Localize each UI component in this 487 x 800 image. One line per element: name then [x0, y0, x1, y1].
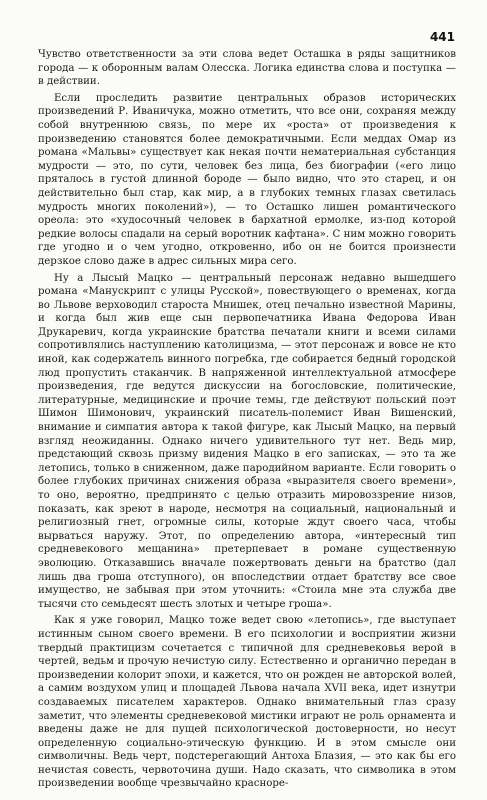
page-number: 441: [429, 30, 455, 44]
paragraph: Как я уже говорил, Мацко тоже ведет свою «летопись», где выступает истинным сыном своего времени. В его психологии и восприятии жизни твердый практицизм сочетается с типичной для средневековья верой в чертей, ведьм и прочую нечистую силу. Естественно и органично передан в произведении колорит эпохи, и кажется, что он рожден не авторской волей, а самим воздухом улиц и площадей Львова начала XVII века, идет изнутри создаваемых писателем характеров. Однако внимательный глаз сразу заметит, что элементы средневековой мистики играют не роль орнамента и введены даже не для пущей психологической достоверности, но несут определенную социально-этическую функцию. И в этом смысле они символичны. Ведь черт, подстерегающий Антоха Блазия, — это как бы его нечистая совесть, червоточина души. Надо сказать, что символика в этом произведении вообще чрезвычайно красноре-: [38, 615, 456, 790]
paragraph: Если проследить развитие центральных образов исторических произведений Р. Иваничука, можно отметить, что все они, сохраняя между собой внутреннюю связь, по мере их «роста» от произведения к произведению становятся более демократичными. Если меддах Омар из романа «Мальвы» существует как некая почти нематериальная субстанция мудрости — это, по сути, человек без лица, без биографии («его лицо пряталось в густой длинной бороде — было видно, что это старец, и он действительно был стар, как мир, а в глубоких темных глазах светилась мудрость многих поколений»), — то Осташко лишен романтического ореола: это «худосочный человек в бархатной ермолке, из-под которой редкие волосы спадали на серый воротник кафтана». С ним можно говорить где угодно и о чем угодно, откровенно, ибо он не боится произнести дерзкое слово даже в адрес сильных мира сего.: [38, 92, 456, 267]
paragraph: Ну а Лысый Мацко — центральный персонаж недавно вышедшего романа «Манускрипт с улицы Русской», повествующего о временах, когда во Львове верховодил староста Мнишек, отец печально известной Марины, и когда был жив еще сын первопечатника Ивана Федорова Иван Друкаревич, когда украинские братства печатали книги и всеми силами сопротивлялись наступлению католицизма, — этот персонаж и вовсе не кто иной, как содержатель винного погребка, где собирается бедный городской люд пропустить стаканчик. В напряженной интеллектуальной атмосфере произведения, где ведутся дискуссии на богословские, политические, литературные, медицинские и прочие темы, где действуют польский поэт Шимон Шимонович, украинский писатель-полемист Иван Вишенский, внимание и симпатия автора к такой фигуре, как Лысый Мацко, на первый взгляд неожиданны. Однако ничего удивительного тут нет. Ведь мир, предстающий сквозь призму видения Мацко в его записках, — это та же летопись, только в сниженном, даже пародийном варианте. Если говорить о более глубоких причинах снижения образа «выразителя своего времени», то оно, вероятно, предпринято с целью отразить мировоззрение низов, показать, как зреют в народе, несмотря на социальный, национальный и религиозный гнет, огромные силы, которые ждут своего часа, чтобы вырваться наружу. Этот, по определению автора, «интересный тип средневекового мещанина» претерпевает в романе существенную эволюцию. Отказавшись вначале пожертвовать деньги на братство (дал лишь два гроша отступного), он впоследствии отдает братству все свое имущество, не забывая при этом уточнить: «Стоила мне эта служба две тысячи сто семьдесят шесть злотых и четыре гроша».: [38, 272, 456, 610]
body-text: [38, 48, 456, 794]
paragraph: Чувство ответственности за эти слова ведет Осташка в ряды защитников города — к оборонным валам Олесска. Логика единства слова и поступка — в действии.: [38, 49, 456, 88]
